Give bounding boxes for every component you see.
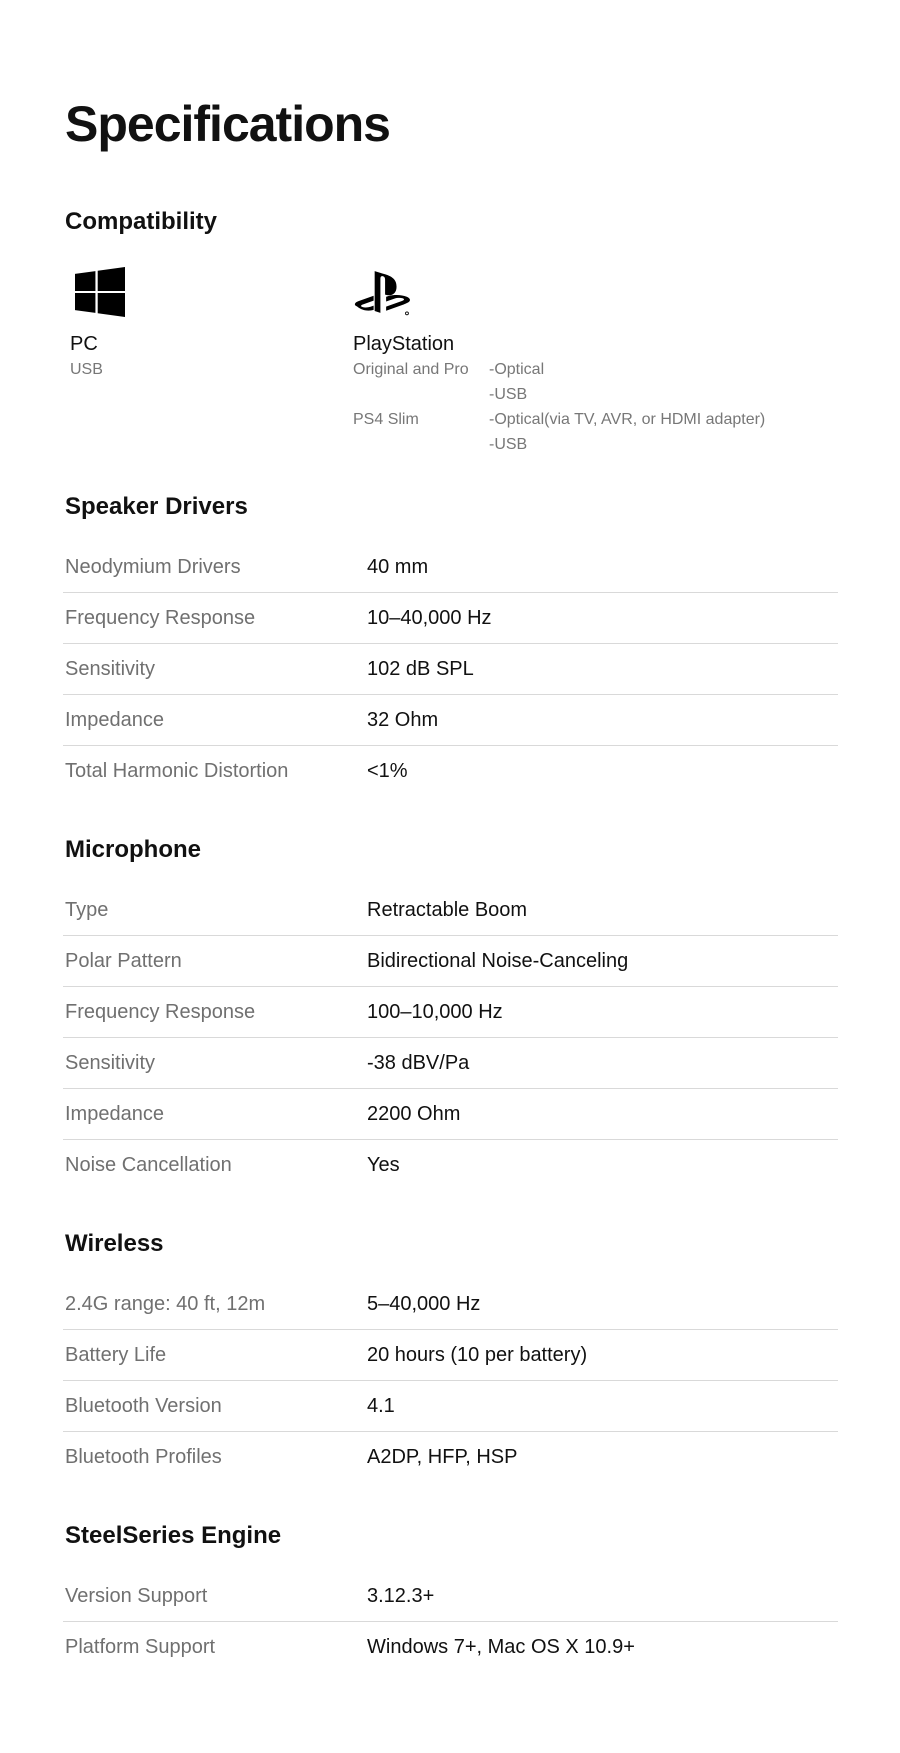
windows-icon [70, 267, 130, 317]
spec-value: 2200 Ohm [367, 1102, 461, 1125]
spec-row [63, 643, 838, 694]
spec-label: Battery Life [65, 1343, 167, 1366]
spec-row [63, 986, 838, 1037]
ps-connection: -USB [489, 436, 528, 453]
spec-table [63, 885, 838, 1190]
spec-value: 102 dB SPL [367, 657, 474, 680]
spec-row [63, 1329, 838, 1380]
section-heading: Wireless [65, 1230, 164, 1257]
playstation-icon [353, 267, 413, 317]
spec-row [63, 935, 838, 986]
spec-label: 2.4G range: 40 ft, 12m [65, 1292, 266, 1315]
spec-row [63, 745, 838, 796]
playstation-connection-table [353, 357, 765, 457]
section-heading: Speaker Drivers [65, 493, 248, 520]
spec-row [63, 592, 838, 643]
spec-row [63, 542, 838, 592]
platform-pc-connection: USB [70, 361, 103, 378]
steelseries-engine-section [65, 1521, 900, 1672]
compatibility-grid [65, 237, 900, 492]
platform-playstation [353, 237, 765, 457]
spec-row [63, 1380, 838, 1431]
spec-label: Bluetooth Version [65, 1394, 222, 1417]
spec-row [63, 1037, 838, 1088]
spec-label: Bluetooth Profiles [65, 1445, 222, 1468]
section-heading: Microphone [65, 836, 201, 863]
spec-value: 4.1 [367, 1394, 395, 1417]
spec-label: Total Harmonic Distortion [65, 759, 289, 782]
spec-row [63, 1279, 838, 1329]
spec-value: 100–10,000 Hz [367, 1000, 503, 1023]
page-title: Specifications [65, 96, 390, 152]
spec-value: 10–40,000 Hz [367, 606, 492, 629]
wireless-section [65, 1229, 900, 1482]
spec-table [63, 1571, 838, 1672]
microphone-section [65, 835, 900, 1190]
ps-model: Original and Pro [353, 361, 469, 378]
spec-label: Polar Pattern [65, 949, 182, 972]
spec-label: Frequency Response [65, 606, 256, 629]
spec-label: Sensitivity [65, 1051, 156, 1074]
spec-label: Impedance [65, 708, 164, 731]
spec-row [63, 1621, 838, 1672]
spec-value: Retractable Boom [367, 898, 528, 921]
spec-table [63, 542, 838, 796]
ps-connection: -Optical(via TV, AVR, or HDMI adapter) [489, 411, 766, 428]
spec-value: Windows 7+, Mac OS X 10.9+ [367, 1635, 635, 1658]
spec-value: -38 dBV/Pa [367, 1051, 470, 1074]
spec-label: Frequency Response [65, 1000, 256, 1023]
spec-value: 5–40,000 Hz [367, 1292, 481, 1315]
platform-pc-name: PC [70, 333, 98, 355]
spec-label: Sensitivity [65, 657, 156, 680]
spec-row [63, 1431, 838, 1482]
spec-value: Bidirectional Noise-Canceling [367, 949, 629, 972]
ps-model: PS4 Slim [353, 411, 419, 428]
compatibility-heading: Compatibility [65, 208, 218, 235]
spec-row [63, 694, 838, 745]
ps-connection: -USB [489, 386, 528, 403]
ps-model [353, 382, 489, 407]
ps-connection: -Optical [489, 361, 545, 378]
spec-label: Neodymium Drivers [65, 555, 241, 578]
spec-value: 40 mm [367, 555, 429, 578]
spec-row [63, 885, 838, 935]
section-heading: SteelSeries Engine [65, 1522, 282, 1549]
spec-value: 32 Ohm [367, 708, 439, 731]
spec-label: Noise Cancellation [65, 1153, 232, 1176]
spec-value: 20 hours (10 per battery) [367, 1343, 588, 1366]
spec-value: A2DP, HFP, HSP [367, 1445, 518, 1468]
spec-value: Yes [367, 1153, 400, 1176]
ps-model [353, 432, 489, 457]
spec-label: Impedance [65, 1102, 164, 1125]
platform-pc [70, 237, 130, 382]
spec-value: 3.12.3+ [367, 1584, 435, 1607]
spec-row [63, 1088, 838, 1139]
spec-table [63, 1279, 838, 1482]
spec-value: <1% [367, 759, 408, 782]
spec-label: Type [65, 898, 109, 921]
speaker-drivers-section [65, 492, 900, 796]
spec-label: Version Support [65, 1584, 208, 1607]
spec-row [63, 1571, 838, 1621]
spec-row [63, 1139, 838, 1190]
spec-label: Platform Support [65, 1635, 216, 1658]
platform-playstation-name: PlayStation [353, 333, 455, 355]
